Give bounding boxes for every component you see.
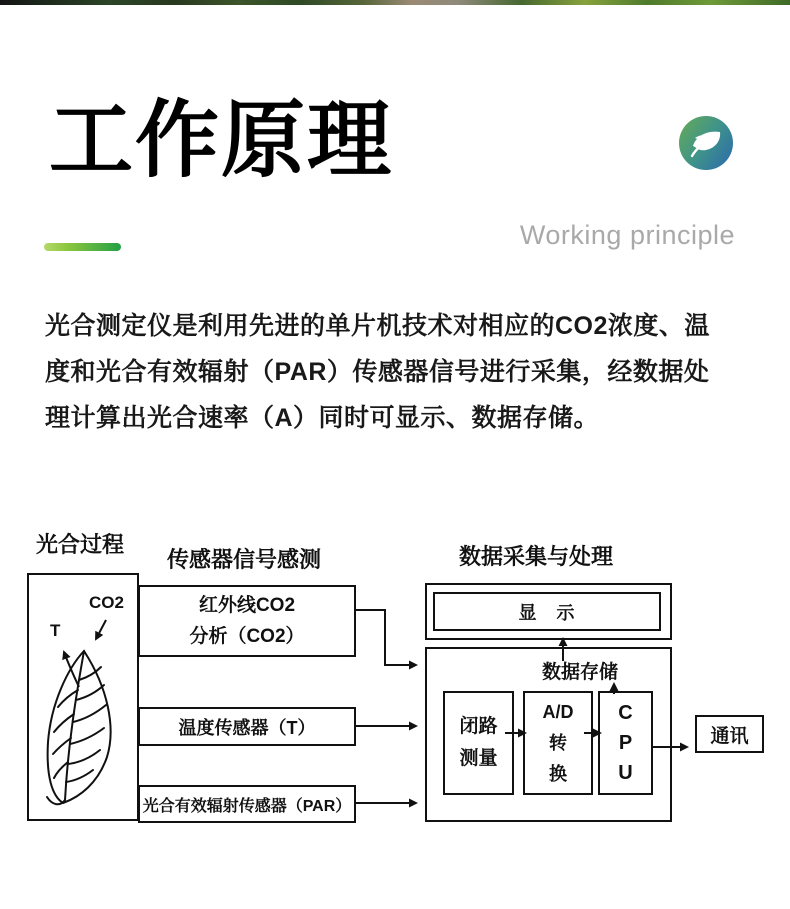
closed-loop-line-1: 闭路 (459, 716, 498, 737)
page-title: 工作原理 (49, 95, 394, 188)
ad-line-1: A/D (542, 701, 574, 722)
cpu-box (598, 691, 653, 795)
closed-loop-measure-box (443, 691, 514, 795)
leaf-icon (679, 116, 733, 170)
cpu-letter-c: C (618, 702, 633, 724)
closed-loop-line-2: 测量 (459, 748, 498, 769)
intro-line-3: 理计算出光合速率（A）同时可显示、数据存储。 (45, 404, 600, 432)
communication-box: 通讯 (695, 715, 764, 753)
temperature-annotation-label: T (50, 621, 61, 640)
cpu-letter-u: U (618, 762, 633, 784)
co2-analyzer-box (138, 585, 356, 657)
cpu-letter-p: P (618, 732, 633, 754)
ad-line-2: 转 (549, 732, 567, 753)
co2-annotation-label: CO2 (89, 593, 124, 612)
arrow-co2-to-processor (355, 610, 416, 665)
top-photo-strip (0, 0, 790, 5)
co2-analyzer-line-2: 分析（CO2） (189, 626, 305, 647)
leaf-process-box (27, 573, 139, 821)
temperature-sensor-box: 温度传感器（T） (138, 707, 356, 746)
intro-line-1: 光合测定仪是利用先进的单片机技术对相应的CO2浓度、温 (45, 312, 710, 340)
leaf-badge-icon (679, 116, 733, 170)
processing-section-label: 数据采集与处理 (459, 544, 614, 569)
photosynthesis-process-label: 光合过程 (36, 532, 125, 557)
display-box: 显 示 (433, 592, 661, 631)
ad-converter-box (523, 691, 593, 795)
intro-paragraph (45, 303, 761, 441)
par-sensor-box: 光合有效辐射传感器（PAR） (138, 785, 356, 823)
co2-analyzer-line-1: 红外线CO2 (198, 595, 296, 616)
accent-underline-bar (44, 243, 121, 251)
page-subtitle: Working principle (519, 220, 735, 250)
sensor-section-label: 传感器信号感测 (167, 547, 322, 572)
intro-line-2: 度和光合有效辐射（PAR）传感器信号进行采集，经数据处 (45, 358, 710, 386)
data-storage-label: 数据存储 (542, 662, 619, 683)
ad-line-3: 换 (549, 763, 567, 784)
